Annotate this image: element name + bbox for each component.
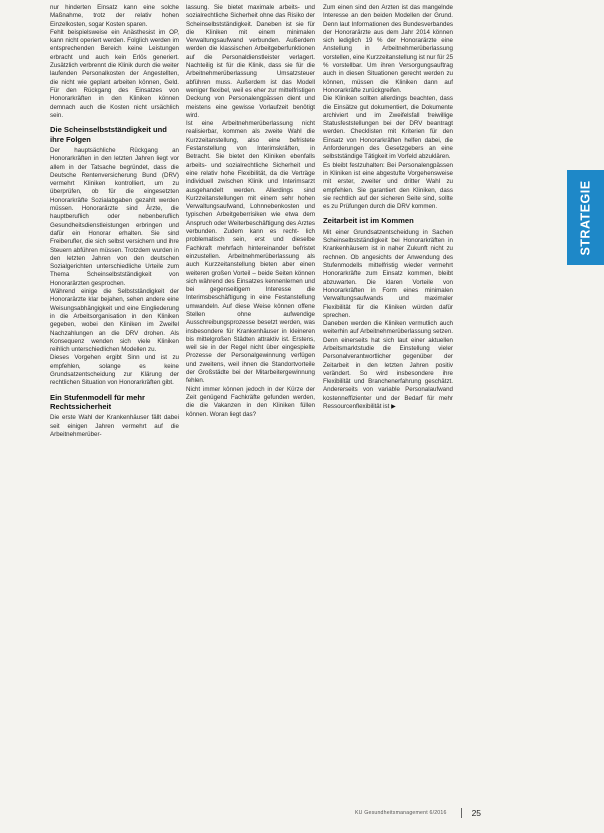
paragraph: Dieses Vorgehen ergibt Sinn und ist zu empfehlen, solange es keine Grundsatzentscheidung zur Klärung der rechtlichen Situation von Honorarkräften gibt.: [50, 354, 179, 387]
paragraph: lassung. Sie bietet maximale arbeits- und sozialrechtliche Sicherheit ohne das Risiko der Scheinselbstständigkeit. Daneben ist sie für die Kliniken mit einem minimalen Verwaltungsaufwand verbunden. Außerdem werden die klassischen Arbeitgeberfunktionen auf die Personaldienstleister verlagert. Nachteilig ist für die Klinik, dass sie für die Arbeitnehmerüberlassung Umsatzsteuer abführen muss. Außerdem ist das Modell weniger flexibel, weil es eher zur mittelfristigen Deckung von Personalengpässen dient und meistens eine gewisse Vorlaufzeit benötigt wird.: [186, 4, 315, 119]
section-tab-label: STRATEGIE: [578, 179, 593, 256]
section-heading: Zeitarbeit ist im Kommen: [323, 216, 414, 226]
paragraph: Mit einer Grundsatzentscheidung in Sachen Scheinselbstständigkeit bei Honorarkräften in Krankenhäusern ist in naher Zukunft nicht zu rechnen. Ob angesichts der Anwendung des Stufenmodells mittelfristig wieder vermehrt Honorarkräfte zum Einsatz kommen, bleibt abzuwarten. Die klaren Vorteile von Honorarkräften in Form eines minimalen Verwaltungsaufwands und maximaler Flexibilität für die Kliniken würden dafür sprechen.: [323, 228, 453, 319]
paragraph: Während einige die Selbstständigkeit der Honorarärzte klar bejahen, sehen andere eine Weisungsabhängigkeit und eine Eingliederung in die Arbeitsorganisation in den Kliniken gegeben, wobei den Kliniken im Zweifel Nachzahlungen an die DRV drohen. Als Konsequenz wenden sich viele Kliniken reihlich unterschiedlichen Modellen zu.: [50, 288, 179, 354]
paragraph: Die erste Wahl der Krankenhäuser fällt dabei seit einigen Jahren vermehrt auf die Arbeitnehmerüber-: [50, 414, 179, 438]
footer-divider: [461, 808, 462, 818]
paragraph: Zum einen sind den Ärzten ist das mangelnde Interesse an den beiden Modellen der Grund. Denn laut Informationen des Bundesverbandes der Honorarärzte aus dem Jahr 2014 können sich lediglich 19 % der Honorarärzte eine Anstellung in Arbeitnehmerüberlassung vorstellen, eine Kurzzeitanstellung ist nur für 25 % vorstellbar. Um ihren Versorgungsauftrag auch in diesen Situationen gerecht werden zu können, müssen die Kliniken dann auf Honorarkräfte zurückgreifen.: [323, 4, 453, 94]
continue-arrow-icon: ▶: [391, 404, 396, 411]
text-column-1: [50, 4, 179, 792]
paragraph: Es bleibt festzuhalten: Bei Personalengpässen in Kliniken ist eine abgestufte Vorgehensweise mit erster, zweiter und dritter Wahl zu empfehlen. Sie garantiert den Kliniken, dass sie rechtlich auf der sicheren Seite sind, sollte es zu Prüfungen durch die DRV kommen.: [323, 161, 453, 211]
paragraph: Die Kliniken sollten allerdings beachten, dass die Einsätze gut dokumentiert, die Dokumente archiviert und im Zweifelsfall freiwillige Statusfeststellungen bei der DRV beantragt werden. Checklisten mit Kriterien für den Einsatz von Honorarkräften helfen dabei, die Anforderungen des Gesetzgebers an eine selbstständige Tätigkeit im Vorfeld abzuklären.: [323, 95, 453, 161]
paragraph: Nicht immer können jedoch in der Kürze der Zeit genügend Fachkräfte gefunden werden, die die Vakanzen in den Kliniken füllen können. Woran liegt das?: [186, 385, 315, 418]
paragraph: Der hauptsächliche Rückgang an Honorarkräften in den letzten Jahren liegt vor allem in der Tatsache begründet, dass die Deutsche Rentenversicherung Bund (DRV) vermehrt Kliniken kontrolliert, um zu überprüfen, ob für die eingesetzten Honorarkräfte Sozialabgaben gezahlt werden müssen. Honorarärzte sind Ärzte, die hauptberuflich oder nebenberuflich Gesundheitsdienstleistungen erbringen und dafür ein Honorar erhalten. Sie sind Freiberufler, die sich selbst versichern und ihre Steuern abführen müssen. Trotzdem wurden in den letzten Jahren von den deutschen Sozialgerichten unterschiedliche Urteile zum Thema Scheinselbstständigkeit von Honorarärzten gesprochen.: [50, 146, 179, 287]
paragraph: nur hinderten Einsatz kann eine solche Maßnahme, trotz der relativ hohen Einzelkosten, sogar Kosten sparen.: [50, 4, 179, 28]
paragraph: Ist eine Arbeitnehmerüberlassung nicht realisierbar, kommen als zweite Wahl die Kurzzeitanstellung, also eine befristete Festanstellung von Interimskräften, in Betracht. Sie bietet den Kliniken ebenfalls arbeits- und sozialrechtliche Sicherheit und eine relativ hohe Flexibilität, da die Verträge individuell zwischen Klinik und Interimsarzt ausgehandelt werden. Allerdings sind Kurzzeitanstellungen mit einem sehr hohen Verwaltungsaufwand, Lohnnebenkosten und typischen Arbeitgeberrisiken wie etwa dem Anspruch oder Weiterbeschäftigung des Arztes verbunden. Zudem kann es recht- lich problematisch sein, erst und dieselbe Fachkraft mehrfach hintereinander befristet einzustellen. Arbeitnehmerüberlassung als auch Kurzzeitanstellung bieten aber einen weiteren großen Vorteil – beide Seiten können sich während des Einsatzes kennenlernen und bei gegenseitigem Interesse die Interimsbeschäftigung in eine Festanstellung umwandeln. Auf diese Weise können offene Stellen ohne aufwendige Ausschreibungsprozesse besetzt werden, was insbesondere für Krankenhäuser in kleineren bis mittelgroßen Städten attraktiv ist. Erstens, weil sie in der Regel nicht über eingespielte Prozesse der Personalgewinnung verfügen und zweitens, weil ihnen die Standortvorteile der Großstädte bei der Mitarbeitergewinnung fehlen.: [186, 120, 315, 385]
publication-name: KU Gesundheitsmanagement 6/2016: [355, 810, 447, 816]
page-footer: [355, 806, 570, 820]
section-heading: Ein Stufenmodell für mehr Rechtssicherheit: [50, 392, 145, 411]
page-number: 25: [471, 808, 482, 818]
paragraph-text: Daneben werden die Kliniken vermutlich auch weiterhin auf Arbeitnehmerüberlassung setzen. Denn einerseits hat sich laut einer aktuellen Arbeitsmarktstudie die Einstellung vieler Personalverantwortlicher gegenüber der Zeitarbeit in den letzten Jahren positiv verändert. So wird insbesondere ihre Flexibilität und Branchenerfahrung geschätzt. Andererseits von variable Personalaufwand kostenneffizienter und der Bedarf für mehr Ressourcenflexibilität ist: [323, 320, 453, 411]
text-column-2: [186, 4, 315, 792]
paragraph: Fehlt beispielsweise ein Anästhesist im OP, kann nicht operiert werden. Folglich werden im entsprechenden Bereich keine Leistungen erbracht und auch kein Erlös generiert. Zusätzlich verbrennt die Klinik durch die weiter laufenden Personalkosten der Angestellten, die nicht wie geplant arbeiten können, Geld. Für den Rückgang des Einsatzes von Honorarkräften in den Kliniken können demnach auch die Kosten nicht ursächlich sein.: [50, 28, 179, 119]
paragraph: [323, 320, 453, 411]
section-tab: [567, 170, 604, 265]
text-column-3: [323, 4, 453, 784]
section-heading: Die Scheinselbstständigkeit und ihre Folgen: [50, 125, 167, 144]
